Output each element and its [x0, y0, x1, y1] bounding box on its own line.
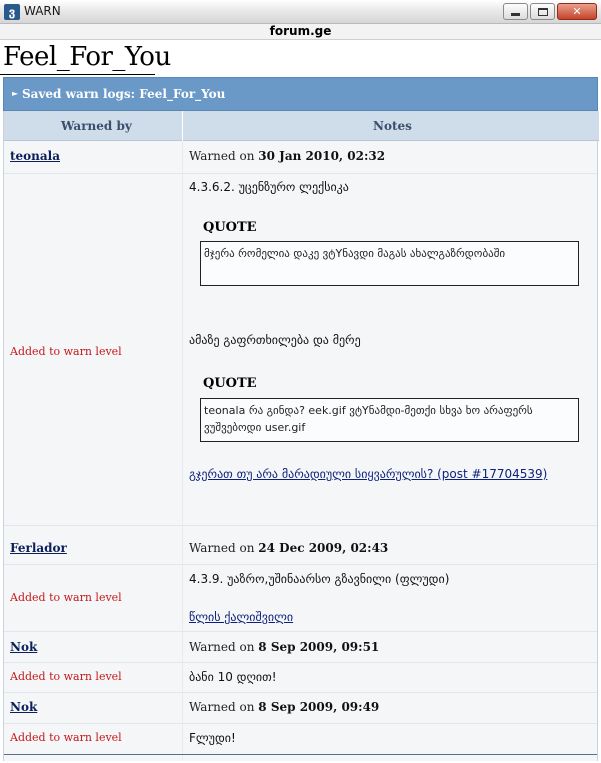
row-divider — [4, 173, 597, 174]
page — [0, 40, 601, 763]
warned-on-text — [189, 700, 379, 714]
warn-log-table — [3, 111, 598, 761]
warn-level-text: Added to warn level — [10, 591, 122, 604]
window-titlebar — [0, 0, 601, 24]
title-underline — [0, 74, 155, 75]
warn-level-text: Added to warn level — [10, 670, 122, 683]
warned-on-text — [189, 149, 385, 163]
warn-level-text: Added to warn level — [10, 345, 122, 358]
quote-box: მჯერა რომელია დაკე ვტYნავდი მაგას ახალგაზრდობაში — [200, 241, 579, 286]
maximize-icon — [538, 8, 548, 16]
warned-on-date: 24 Dec 2009, 02:43 — [258, 541, 389, 555]
row-divider — [4, 525, 597, 526]
collapse-arrow-icon[interactable]: ► — [12, 89, 19, 98]
column-header-notes: Notes — [373, 119, 412, 133]
header-separator — [182, 111, 183, 141]
warned-on-prefix: Warned on — [189, 640, 255, 654]
column-header-warned-by: Warned by — [61, 119, 132, 133]
close-button[interactable] — [557, 3, 597, 20]
row-divider — [4, 692, 597, 693]
warned-on-prefix: Warned on — [189, 700, 255, 714]
post-link[interactable]: წლის ქალიშვილი — [189, 610, 294, 624]
warned-on-prefix: Warned on — [189, 149, 255, 163]
page-title: Feel_For_You — [3, 42, 171, 72]
warn-reason: ბანი 10 დღით! — [189, 670, 277, 684]
warn-reason: 4.3.6.2. უცენზურო ლექსიკა — [189, 180, 349, 194]
app-icon: ვ — [4, 4, 20, 20]
warned-on-date: 30 Jan 2010, 02:32 — [258, 149, 386, 163]
minimize-icon — [511, 13, 520, 16]
warned-by-user-link[interactable]: Nok — [10, 640, 38, 654]
warned-by-user-link[interactable]: Ferlador — [10, 541, 67, 555]
window-controls — [503, 3, 597, 20]
quote-label: QUOTE — [203, 376, 257, 391]
site-address: forum.ge — [0, 24, 601, 40]
warn-reason: Fლუდი! — [189, 731, 236, 745]
warned-on-prefix: Warned on — [189, 541, 255, 555]
note-text: ამაზე გაფრთხილება და მერე — [189, 333, 361, 347]
post-link[interactable]: გჯერათ თუ არა მარადიული სიყვარულის? (post #17704539) — [189, 467, 548, 481]
warned-on-text — [189, 640, 379, 654]
row-divider — [4, 662, 597, 663]
close-icon: ✕ — [572, 5, 582, 18]
section-header — [3, 77, 598, 111]
table-header — [4, 111, 599, 141]
section-title: Saved warn logs: Feel_For_You — [22, 87, 226, 101]
warn-reason: 4.3.9. უაზრო,უშინაარსო გზავნილი (ფლუდი) — [189, 572, 450, 586]
row-divider — [4, 631, 597, 632]
quote-label: QUOTE — [203, 220, 257, 235]
minimize-button[interactable] — [503, 3, 528, 20]
warned-by-user-link[interactable]: teonala — [10, 149, 61, 163]
warned-on-date: 8 Sep 2009, 09:51 — [258, 640, 380, 654]
row-divider — [4, 723, 597, 724]
warned-by-user-link[interactable]: Nok — [10, 700, 38, 714]
warned-on-date: 8 Sep 2009, 09:49 — [258, 700, 380, 714]
window-title: WARN — [24, 4, 61, 18]
quote-box: teonala რა გინდა? eek.gif ვტYნამდი-მეთქი სხვა ხო არაფერს ვუშვებოდი user.gif — [200, 398, 579, 442]
column-divider — [182, 141, 183, 761]
warn-level-text: Added to warn level — [10, 731, 122, 744]
warned-on-text — [189, 541, 388, 555]
maximize-button[interactable] — [530, 3, 555, 20]
table-bottom-border — [4, 754, 597, 755]
row-divider — [4, 564, 597, 565]
